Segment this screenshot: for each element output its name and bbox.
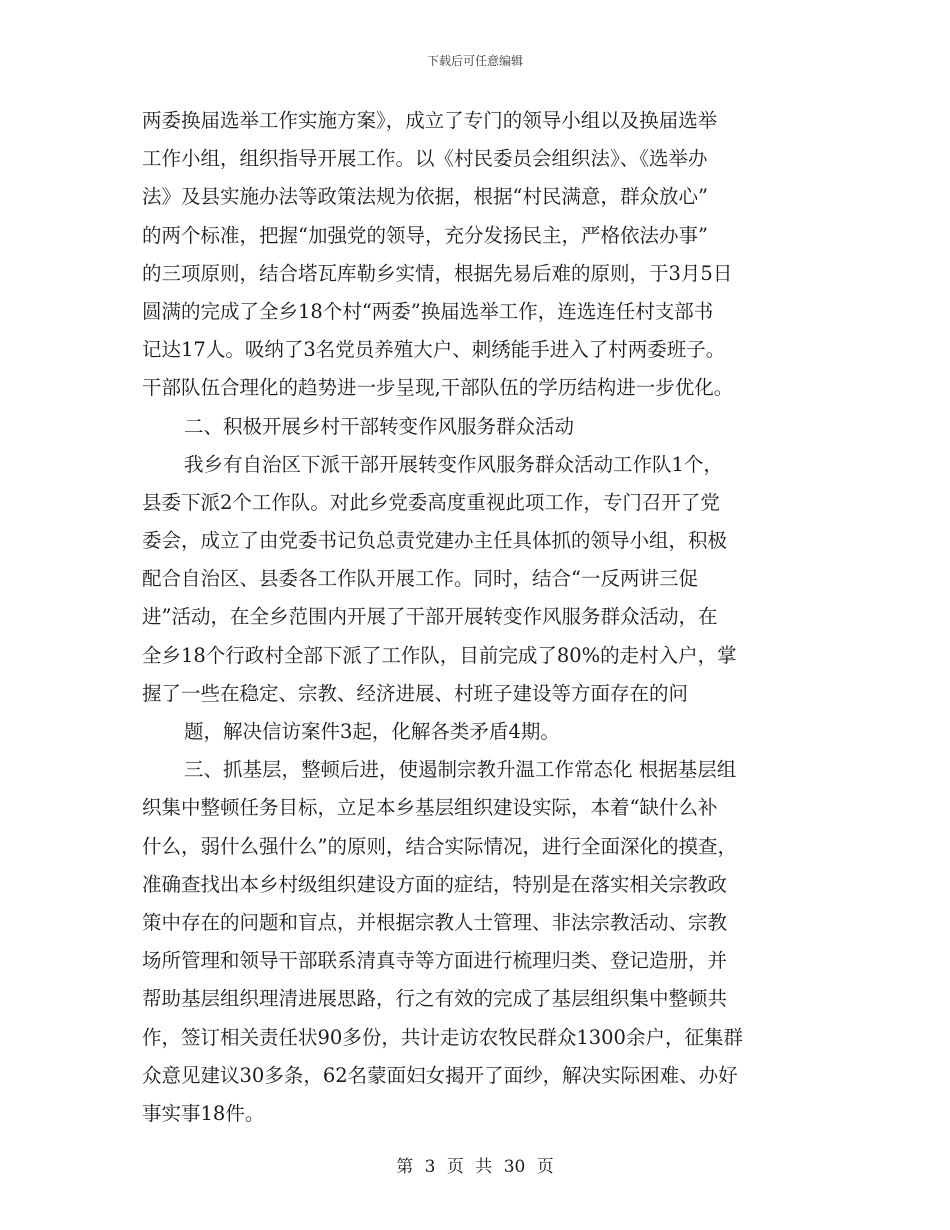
text-line: 全乡18个行政村全部下派了工作队，目前完成了80%的走村入户，掌 (142, 643, 737, 667)
text-line: 握了一些在稳定、宗教、经济进展、村班子建设等方面存在的问 (142, 681, 689, 705)
text-line: 题，解决信访案件3起，化解各类矛盾4期。 (184, 720, 560, 743)
text-line: 县委下派2个工作队。对此乡党委高度重视此项工作，专门召开了党 (142, 490, 720, 514)
text-line: 策中存在的问题和盲点，并根据宗教人士管理、非法宗教活动、宗教 (142, 910, 728, 934)
text-line: 圆满的完成了全乡18个村“两委”换届选举工作，连选连任村支部书 (142, 299, 714, 323)
text-line: 我乡有自治区下派干部开展转变作风服务群众活动工作队1个， (184, 452, 723, 476)
text-line: 织集中整顿任务目标，立足本乡基层组织建设实际，本着“缺什么补 (142, 796, 718, 820)
text-line: 两委换届选举工作实施方案》，成立了专门的领导小组以及换届选举 (142, 109, 718, 132)
text-line: 场所管理和领导干部联系清真寺等方面进行梳理归类、登记造册，并 (142, 949, 728, 973)
text-line: 干部队伍合理化的趋势进一步呈现,干部队伍的学历结构进一步优化。 (142, 376, 734, 400)
text-line: 什么，弱什么强什么”的原则，结合实际情况，进行全面深化的摸查， (142, 834, 737, 858)
text-line: 进”活动，在全乡范围内开展了干部开展转变作风服务群众活动，在 (142, 605, 718, 629)
page-footer: 第 3 页 共 30 页 (396, 1157, 554, 1177)
text-line: 事实事18件。 (142, 1101, 265, 1125)
text-line: 工作小组，组织指导开展工作。以《村民委员会组织法》、《选举办 (142, 147, 708, 171)
text-line: 准确查找出本乡村级组织建设方面的症结，特别是在落实相关宗教政 (142, 872, 728, 896)
text-line: 记达17人。吸纳了3名党员养殖大户、刺绣能手进入了村两委班子。 (142, 338, 726, 362)
text-line: 委会，成立了由党委书记负总责党建办主任具体抓的领导小组，积极 (142, 529, 728, 553)
text-line: 帮助基层组织理清进展思路，行之有效的完成了基层组织集中整顿共 (142, 987, 728, 1011)
document-body (142, 102, 812, 1133)
text-line: 法》及县实施办法等政策法规为依据，根据“村民满意，群众放心” (142, 185, 708, 209)
text-line: 三、抓基层，整顿后进，使遏制宗教升温工作常态化 根据基层组 (184, 758, 737, 782)
text-line: 二、积极开展乡村干部转变作风服务群众活动 (184, 414, 575, 438)
page-header: 下载后可任意编辑 (426, 54, 523, 68)
text-line: 的三项原则，结合塔瓦库勒乡实情，根据先易后难的原则，于3月5日 (142, 261, 733, 285)
text-line: 作，签订相关责任状90多份，共计走访农牧民群众1300余户，征集群 (142, 1025, 743, 1049)
text-line: 配合自治区、县委各工作队开展工作。同时，结合“一反两讲三促 (142, 567, 698, 591)
text-line: 的两个标准，把握“加强党的领导，充分发扬民主，严格依法办事” (142, 223, 708, 247)
text-line: 众意见建议30多条，62名蒙面妇女揭开了面纱，解决实际困难、办好 (142, 1063, 738, 1087)
